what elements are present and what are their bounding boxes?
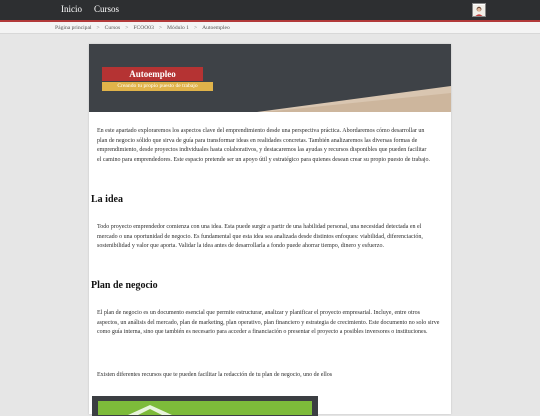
user-avatar[interactable] [472, 3, 486, 17]
breadcrumb-current: Autoempleo [202, 25, 230, 31]
section-text-business-plan: El plan de negocio es un documento esencial que permite estructurar, analizar y planificar el proyecto empresarial. Incluye, entre otros aspectos, un análisis del mercado, plan de marketing, plan operativo, plan financiero y estrategia de crecimiento. Este documento no solo sirve como guía interna, sino que también es necesario para acceder a financiación o presentar el proyecto a posibles inversores o instituciones. [97, 310, 440, 336]
breadcrumb [0, 22, 540, 34]
top-navbar [0, 0, 540, 22]
page-title: Autoempleo [102, 67, 203, 81]
resource-card-decoration [98, 401, 312, 415]
section-text-business-plan-resources: Existen diferentes recursos que te pueden facilitar la redacción de tu plan de negocio, uno de ellos [97, 372, 333, 378]
intro-paragraph: En este apartado exploraremos los aspectos clave del emprendimiento desde una perspectiva práctica. Abordaremos cómo desarrollar un plan de negocio sólido que sirva de guía para transformar ideas en realidades concretas. También analizaremos las diversas formas de emprendimiento, desde proyectos individuales hasta colaborativos, y destacaremos las ayudas y recursos disponibles que pueden facilitar el camino para emprendedores. Este espacio pretende ser un apoyo útil y estratégico para quienes desean crear su propio puesto de trabajo. [97, 128, 431, 164]
breadcrumb-separator: > [125, 25, 129, 31]
section-title-business-plan: Plan de negocio [91, 280, 158, 291]
user-avatar-icon [473, 5, 485, 17]
resource-card[interactable] [92, 396, 318, 416]
section-title-idea: La idea [91, 194, 123, 205]
breadcrumb-home[interactable]: Página principal [55, 25, 92, 31]
content-page [89, 44, 451, 414]
nav-courses-link[interactable]: Cursos [94, 4, 120, 14]
breadcrumb-separator: > [96, 25, 100, 31]
breadcrumb-courses[interactable]: Cursos [104, 25, 121, 31]
breadcrumb-separator: > [193, 25, 198, 31]
section-text-idea: Todo proyecto emprendedor comienza con una idea. Esta puede surgir a partir de una habilidad personal, una necesidad detectada en el mercado o una oportunidad de negocio. Es fundamental que esta idea sea analizada desde distintos enfoques: viabilidad, diferenciación, sostenibilidad y valor que aporta. Validar la idea antes de desarrollarla a fondo puede ahorrar tiempo, dinero y esfuerzo. [97, 224, 423, 250]
page-subtitle: Creando tu propio puesto de trabajo [102, 82, 213, 91]
breadcrumb-module[interactable]: Módulo 1 [167, 25, 189, 31]
breadcrumb-course-code[interactable]: FCOO03 [133, 25, 154, 31]
resource-card-header [98, 401, 312, 415]
nav-home-link[interactable]: Inicio [61, 4, 82, 14]
page-banner [89, 44, 451, 112]
breadcrumb-separator: > [158, 25, 163, 31]
